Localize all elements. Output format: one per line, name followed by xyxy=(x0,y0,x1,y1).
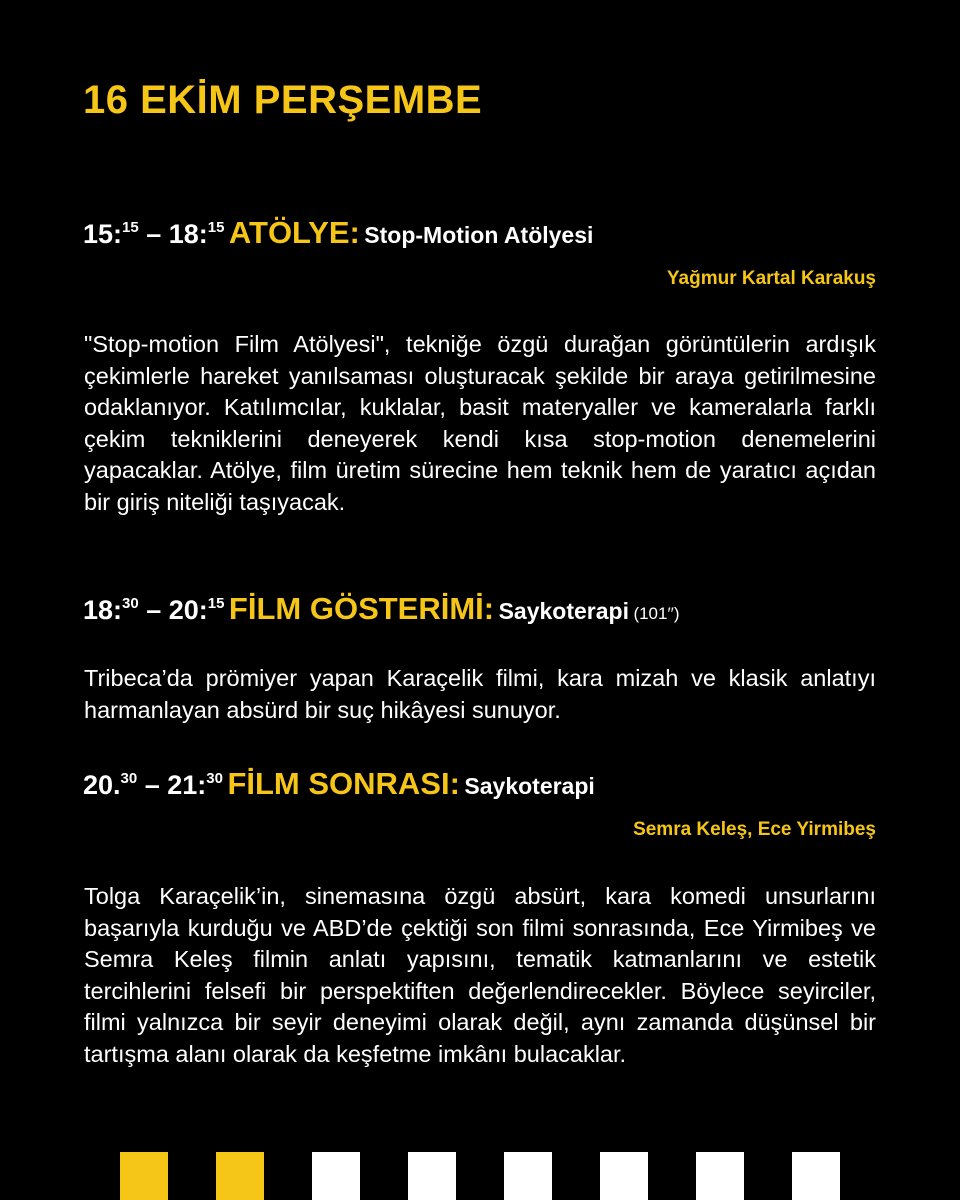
event-description: "Stop-motion Film Atölyesi", tekniğe özgü durağan görüntülerin ardışık çekimlerle hareket yanılsaması oluşturacak şekilde bir araya getirilmesine odaklanıyor. Katılımcılar, kuklalar, basit materyaller ve kameralarla farklı çekim tekniklerini deneyerek kendi kısa stop-motion denemelerini yapacaklar. Atölye, film üretim sürecine hem teknik hem de yaratıcı açıdan bir giriş niteliği taşıyacak. xyxy=(84,331,876,515)
event-time: 20.30 – 21:$^{30}$ xyxy=(83,770,223,800)
event-speakers: Semra Keleş, Ece Yirmibeş xyxy=(633,819,876,840)
event-heading-post-film xyxy=(83,763,595,811)
event-description: Tribeca’da prömiyer yapan Karaçelik filmi, kara mizah ve klasik anlatıyı harmanlayan absürd bir suç hikâyesi sunuyor. xyxy=(84,665,876,723)
event-heading-workshop xyxy=(83,212,593,260)
event-title: Stop-Motion Atölyesi xyxy=(364,222,594,248)
progress-square xyxy=(696,1152,744,1200)
film-duration: (101′′) xyxy=(633,604,680,623)
event-time: 18:$^{30}$ – 20:$^{15}$ xyxy=(83,595,225,625)
event-title: Saykoterapi xyxy=(464,773,595,799)
event-category: FİLM SONRASI: xyxy=(227,766,460,801)
progress-square xyxy=(312,1152,360,1200)
event-speakers: Yağmur Kartal Karakuş xyxy=(666,268,876,289)
progress-square xyxy=(504,1152,552,1200)
progress-square xyxy=(408,1152,456,1200)
event-description: Tolga Karaçelik’in, sinemasına özgü absürt, kara komedi unsurlarını başarıyla kurduğu ve ABD’de çektiği son filmi sonrasında, Ece Yirmibeş ve Semra Keleş filmin anlatı yapısını, tematik katmanlarını ve estetik tercihlerini felsefi bir perspektiften değerlendirecekler. Böylece seyirciler, filmi yalnızca bir seyir deneyimi olarak değil, aynı zamanda düşünsel bir tartışma alanı olarak da keşfetme imkânı bulacaklar. xyxy=(84,883,876,1067)
event-heading-screening xyxy=(83,588,680,636)
event-category: FİLM GÖSTERİMİ: xyxy=(228,591,495,626)
page-progress-indicator xyxy=(120,1152,840,1200)
event-category: ATÖLYE: xyxy=(228,215,360,250)
progress-square xyxy=(600,1152,648,1200)
event-title: Saykoterapi xyxy=(498,598,629,624)
event-time: 15:$^{15}$ – 18:$^{15}$ xyxy=(83,219,225,249)
progress-square xyxy=(792,1152,840,1200)
progress-square-active xyxy=(216,1152,264,1200)
progress-square-active xyxy=(120,1152,168,1200)
page-title: 16 EKİM PERŞEMBE xyxy=(83,78,483,122)
